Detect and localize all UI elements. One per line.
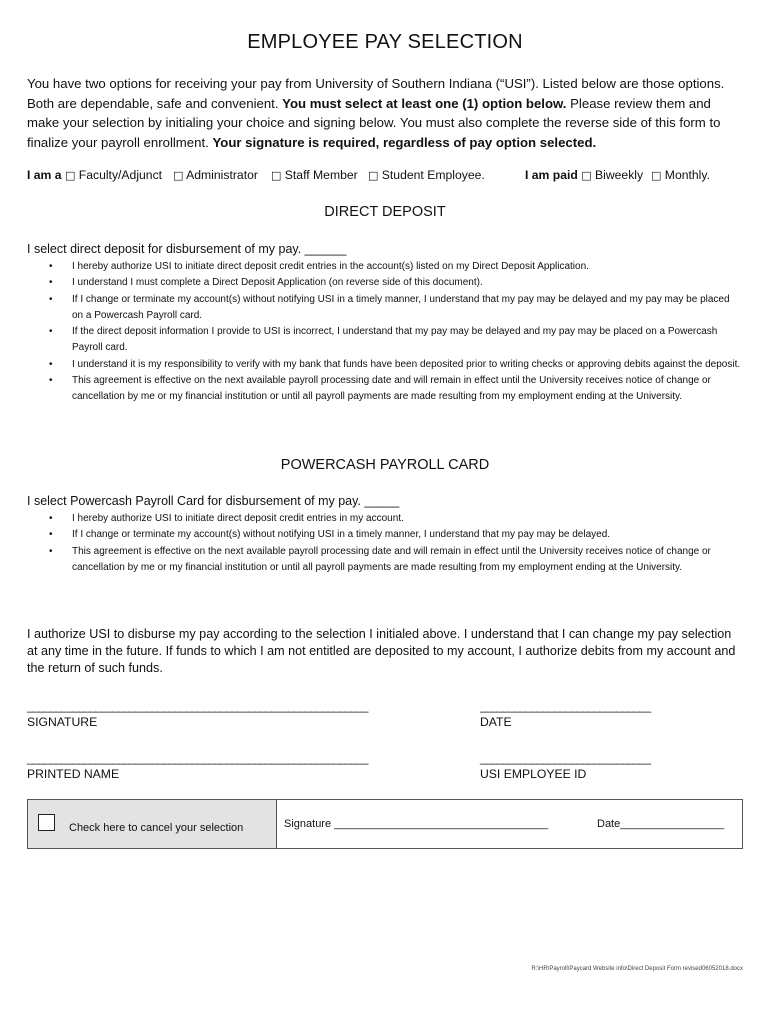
bullet-icon: • (49, 261, 53, 272)
employee-id-label: USI EMPLOYEE ID (480, 767, 587, 781)
cancel-date-field[interactable]: Date_________________ (597, 818, 725, 830)
authorization-paragraph: I authorize USI to disburse my pay according to the selection I initialed above. I understand that I can change my pay selection at any time in the future. If funds to which I am not entitled are deposited to my account, I authorize debits from my account and the return of such funds. (27, 627, 736, 675)
checkbox-icon[interactable]: □ (173, 169, 184, 182)
option-faculty: Faculty/Adjunct (78, 168, 163, 182)
list-item (27, 544, 743, 577)
intro-bold-2: Your signature is required, regardless of pay option selected. (212, 134, 597, 150)
cancel-checkbox[interactable] (38, 814, 55, 831)
term-text: I hereby authorize USI to initiate direct deposit credit entries in my account. (72, 513, 404, 524)
cancel-label: Check here to cancel your selection (69, 822, 244, 834)
intro-text-2: Please review them and make your selection by initialing your choice and signing below. You must also complete the reverse side of this form to finalize your payroll enrollment. (27, 95, 721, 150)
term-text: If I change or terminate my account(s) without notifying USI in a timely manner, I understand that my pay may be delayed. (72, 529, 611, 541)
intro-text-1: You have two options for receiving your pay from University of Southern Indiana (“USI”). Listed below are those options. Both are dependable, safe and convenient. (27, 76, 725, 111)
pay-frequency-option[interactable] (525, 168, 643, 182)
pay-frequency-option[interactable] (651, 168, 710, 182)
checkbox-icon[interactable]: □ (271, 169, 282, 182)
list-item (27, 357, 743, 373)
bullet-icon: • (49, 375, 53, 387)
intro-bold-1: You must select at least one (1) option below. (282, 95, 567, 111)
bullet-icon: • (49, 293, 53, 305)
employee-type-option[interactable] (27, 168, 162, 182)
term-text: This agreement is effective on the next available payroll processing date and will remain in effect until the University receives notice of change or cancellation by me or my financial institution or until all payroll payments are made resulting from my employment ending at the University. (72, 545, 711, 573)
footer-file-path: R:\HR\Payroll\Paycard Website info\Direct Deposit Form revised06052018.docx (531, 966, 743, 972)
employee-type-label: I am a (27, 168, 62, 182)
term-text: If the direct deposit information I provide to USI is incorrect, I understand that my pay may be delayed and my pay may be placed on a Powercash Payroll card. (72, 326, 718, 354)
page-title: EMPLOYEE PAY SELECTION (247, 31, 523, 53)
employee-type-option[interactable] (368, 168, 485, 182)
powercash-select-line[interactable]: I select Powercash Payroll Card for disbursement of my pay. _____ (27, 494, 400, 508)
option-administrator: Administrator (186, 168, 258, 182)
pay-frequency-label: I am paid (525, 168, 578, 182)
option-student-employee: Student Employee. (381, 168, 485, 182)
list-item (27, 511, 743, 527)
checkbox-icon[interactable]: □ (581, 169, 592, 182)
signature-field[interactable]: ____________________________________________________________ (27, 699, 368, 713)
list-item (27, 275, 743, 291)
direct-deposit-select-line[interactable]: I select direct deposit for disbursement of my pay. ______ (27, 242, 347, 256)
cancel-selection-box (27, 799, 743, 849)
employee-type-row (27, 168, 747, 186)
direct-deposit-terms (27, 259, 743, 406)
powercash-heading: POWERCASH PAYROLL CARD (280, 457, 490, 473)
checkbox-icon[interactable]: □ (368, 169, 379, 182)
option-staff-member: Staff Member (284, 168, 358, 182)
bullet-icon: • (49, 277, 53, 289)
printed-name-field[interactable]: ____________________________________________________________ (27, 751, 368, 765)
bullet-icon: • (49, 326, 53, 338)
term-text: If I change or terminate my account(s) without notifying USI in a timely manner, I understand that my pay may be delayed and my pay may be placed on a Powercash Payroll card. (72, 293, 730, 321)
cancel-signature-field[interactable]: Signature ___________________________________ (284, 818, 549, 830)
list-item (27, 324, 743, 357)
bullet-icon: • (49, 513, 53, 524)
powercash-terms (27, 511, 743, 576)
term-text: I hereby authorize USI to initiate direct deposit credit entries in the account(s) listed on my Direct Deposit Application. (72, 261, 589, 272)
checkbox-icon[interactable]: □ (651, 169, 662, 182)
bullet-icon: • (49, 529, 53, 541)
list-item (27, 373, 743, 406)
direct-deposit-heading: DIRECT DEPOSIT (324, 204, 446, 220)
employee-type-option[interactable] (271, 168, 358, 182)
date-label: DATE (480, 715, 512, 729)
employee-id-field[interactable]: ______________________________ (480, 751, 651, 765)
option-monthly: Monthly. (664, 168, 710, 182)
option-biweekly: Biweekly (595, 168, 644, 182)
bullet-icon: • (49, 358, 53, 370)
bullet-icon: • (49, 545, 53, 557)
date-field[interactable]: ______________________________ (480, 699, 651, 713)
list-item (27, 292, 743, 325)
cancel-checkbox-panel (28, 800, 277, 848)
checkbox-icon[interactable]: □ (64, 169, 76, 182)
term-text: I understand I must complete a Direct Deposit Application (on reverse side of this document). (72, 277, 483, 289)
signature-label: SIGNATURE (27, 715, 98, 729)
printed-name-label: PRINTED NAME (27, 767, 120, 781)
term-text: This agreement is effective on the next available payroll processing date and will remain in effect until the University receives notice of change or cancellation by me or my financial institution or until all payroll payments are made resulting from my employment ending at the University. (72, 375, 711, 403)
list-item (27, 259, 743, 275)
list-item (27, 527, 743, 543)
employee-type-option[interactable] (173, 168, 258, 182)
term-text: I understand it is my responsibility to verify with my bank that funds have been deposited prior to writing checks or approving debits against the deposit. (72, 358, 741, 370)
intro-paragraph (27, 74, 745, 152)
